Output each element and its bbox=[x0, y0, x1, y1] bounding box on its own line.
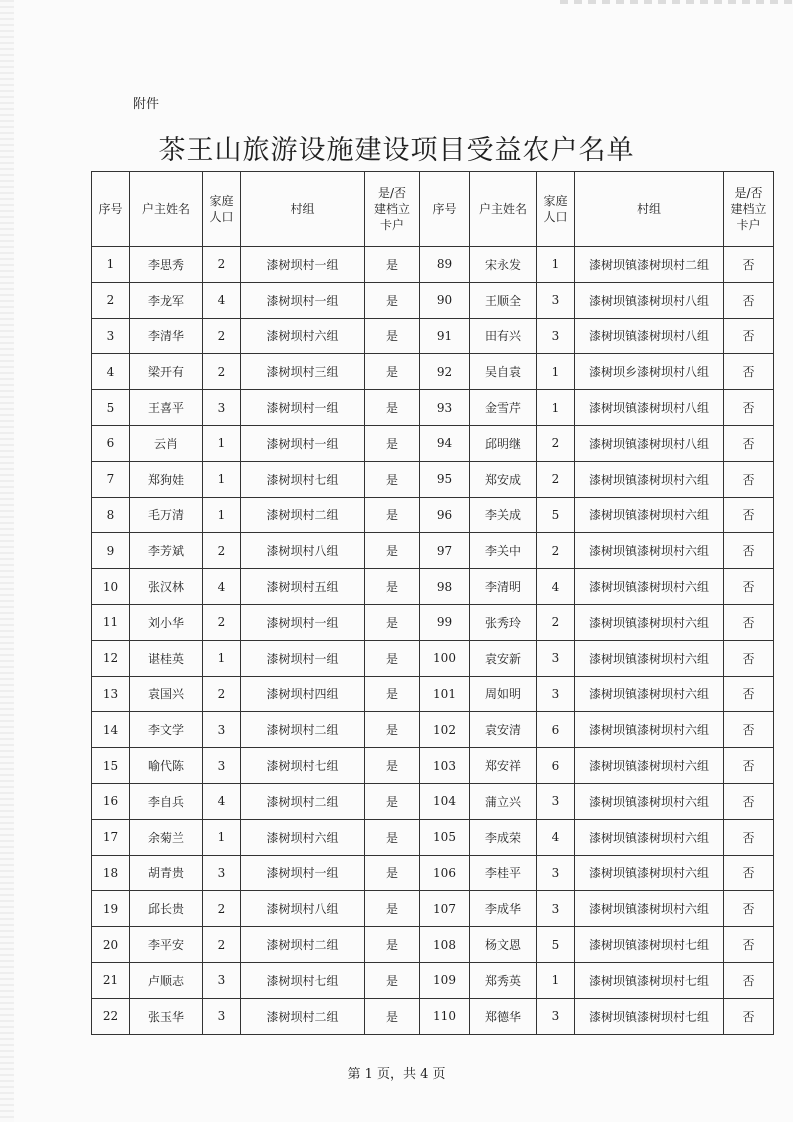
poverty-card-cell: 是 bbox=[365, 819, 420, 855]
seq-cell: 6 bbox=[92, 425, 130, 461]
name-cell: 胡青贵 bbox=[130, 855, 203, 891]
name-cell: 袁国兴 bbox=[130, 676, 203, 712]
header-name: 户主姓名 bbox=[470, 172, 537, 247]
seq-cell: 90 bbox=[420, 282, 470, 318]
village-cell: 漆树坝镇漆树坝村六组 bbox=[575, 461, 724, 497]
village-cell: 漆树坝村一组 bbox=[241, 425, 365, 461]
family-size-cell: 3 bbox=[203, 712, 241, 748]
table-row bbox=[92, 748, 774, 784]
header-name: 户主姓名 bbox=[130, 172, 203, 247]
poverty-card-cell: 否 bbox=[724, 927, 774, 963]
village-cell: 漆树坝村一组 bbox=[241, 604, 365, 640]
family-size-cell: 2 bbox=[203, 891, 241, 927]
poverty-card-cell: 否 bbox=[724, 461, 774, 497]
family-size-cell: 3 bbox=[537, 998, 575, 1034]
seq-cell: 3 bbox=[92, 318, 130, 354]
name-cell: 吴自袁 bbox=[470, 354, 537, 390]
seq-cell: 22 bbox=[92, 998, 130, 1034]
name-cell: 李关中 bbox=[470, 533, 537, 569]
seq-cell: 12 bbox=[92, 640, 130, 676]
seq-cell: 18 bbox=[92, 855, 130, 891]
poverty-card-cell: 是 bbox=[365, 998, 420, 1034]
village-cell: 漆树坝镇漆树坝村六组 bbox=[575, 676, 724, 712]
name-cell: 袁安清 bbox=[470, 712, 537, 748]
family-size-cell: 1 bbox=[537, 962, 575, 998]
family-size-cell: 2 bbox=[203, 604, 241, 640]
header-family: 家庭 人口 bbox=[537, 172, 575, 247]
seq-cell: 96 bbox=[420, 497, 470, 533]
poverty-card-cell: 是 bbox=[365, 461, 420, 497]
beneficiary-table bbox=[91, 171, 774, 1035]
table-row bbox=[92, 533, 774, 569]
table-row bbox=[92, 676, 774, 712]
poverty-card-cell: 是 bbox=[365, 569, 420, 605]
family-size-cell: 3 bbox=[203, 748, 241, 784]
name-cell: 李成荣 bbox=[470, 819, 537, 855]
name-cell: 李清明 bbox=[470, 569, 537, 605]
table-row bbox=[92, 247, 774, 283]
family-size-cell: 3 bbox=[537, 783, 575, 819]
poverty-card-cell: 是 bbox=[365, 604, 420, 640]
village-cell: 漆树坝村一组 bbox=[241, 247, 365, 283]
seq-cell: 13 bbox=[92, 676, 130, 712]
name-cell: 邱明继 bbox=[470, 425, 537, 461]
family-size-cell: 3 bbox=[537, 282, 575, 318]
seq-cell: 4 bbox=[92, 354, 130, 390]
village-cell: 漆树坝村六组 bbox=[241, 819, 365, 855]
name-cell: 喻代陈 bbox=[130, 748, 203, 784]
name-cell: 郑安成 bbox=[470, 461, 537, 497]
village-cell: 漆树坝镇漆树坝村八组 bbox=[575, 425, 724, 461]
village-cell: 漆树坝镇漆树坝村六组 bbox=[575, 569, 724, 605]
poverty-card-cell: 否 bbox=[724, 962, 774, 998]
family-size-cell: 4 bbox=[203, 282, 241, 318]
seq-cell: 100 bbox=[420, 640, 470, 676]
name-cell: 李桂平 bbox=[470, 855, 537, 891]
village-cell: 漆树坝村一组 bbox=[241, 282, 365, 318]
name-cell: 郑德华 bbox=[470, 998, 537, 1034]
poverty-card-cell: 是 bbox=[365, 497, 420, 533]
poverty-card-cell: 是 bbox=[365, 783, 420, 819]
name-cell: 张秀玲 bbox=[470, 604, 537, 640]
village-cell: 漆树坝镇漆树坝村七组 bbox=[575, 962, 724, 998]
poverty-card-cell: 否 bbox=[724, 998, 774, 1034]
name-cell: 李自兵 bbox=[130, 783, 203, 819]
family-size-cell: 6 bbox=[537, 748, 575, 784]
family-size-cell: 1 bbox=[203, 819, 241, 855]
family-size-cell: 3 bbox=[203, 855, 241, 891]
poverty-card-cell: 是 bbox=[365, 676, 420, 712]
name-cell: 田有兴 bbox=[470, 318, 537, 354]
table-row bbox=[92, 390, 774, 426]
village-cell: 漆树坝镇漆树坝村六组 bbox=[575, 497, 724, 533]
poverty-card-cell: 否 bbox=[724, 282, 774, 318]
family-size-cell: 3 bbox=[537, 676, 575, 712]
poverty-card-cell: 是 bbox=[365, 748, 420, 784]
name-cell: 王喜平 bbox=[130, 390, 203, 426]
seq-cell: 21 bbox=[92, 962, 130, 998]
seq-cell: 106 bbox=[420, 855, 470, 891]
seq-cell: 17 bbox=[92, 819, 130, 855]
poverty-card-cell: 是 bbox=[365, 282, 420, 318]
family-size-cell: 3 bbox=[537, 318, 575, 354]
seq-cell: 94 bbox=[420, 425, 470, 461]
seq-cell: 104 bbox=[420, 783, 470, 819]
seq-cell: 103 bbox=[420, 748, 470, 784]
table-body bbox=[92, 247, 774, 1035]
seq-cell: 110 bbox=[420, 998, 470, 1034]
poverty-card-cell: 是 bbox=[365, 927, 420, 963]
seq-cell: 14 bbox=[92, 712, 130, 748]
seq-cell: 102 bbox=[420, 712, 470, 748]
village-cell: 漆树坝镇漆树坝村六组 bbox=[575, 891, 724, 927]
village-cell: 漆树坝乡漆树坝村八组 bbox=[575, 354, 724, 390]
family-size-cell: 5 bbox=[537, 497, 575, 533]
name-cell: 张玉华 bbox=[130, 998, 203, 1034]
table-row bbox=[92, 569, 774, 605]
table-row bbox=[92, 318, 774, 354]
poverty-card-cell: 是 bbox=[365, 318, 420, 354]
poverty-card-cell: 否 bbox=[724, 425, 774, 461]
seq-cell: 95 bbox=[420, 461, 470, 497]
seq-cell: 9 bbox=[92, 533, 130, 569]
village-cell: 漆树坝村五组 bbox=[241, 569, 365, 605]
poverty-card-cell: 是 bbox=[365, 425, 420, 461]
poverty-card-cell: 是 bbox=[365, 712, 420, 748]
name-cell: 郑狗娃 bbox=[130, 461, 203, 497]
attachment-label: 附件 bbox=[133, 97, 160, 112]
family-size-cell: 1 bbox=[537, 247, 575, 283]
name-cell: 李关成 bbox=[470, 497, 537, 533]
name-cell: 宋永发 bbox=[470, 247, 537, 283]
village-cell: 漆树坝村三组 bbox=[241, 354, 365, 390]
name-cell: 金雪芹 bbox=[470, 390, 537, 426]
family-size-cell: 2 bbox=[537, 533, 575, 569]
seq-cell: 16 bbox=[92, 783, 130, 819]
village-cell: 漆树坝村六组 bbox=[241, 318, 365, 354]
seq-cell: 105 bbox=[420, 819, 470, 855]
village-cell: 漆树坝村二组 bbox=[241, 998, 365, 1034]
name-cell: 李文学 bbox=[130, 712, 203, 748]
family-size-cell: 1 bbox=[537, 354, 575, 390]
village-cell: 漆树坝镇漆树坝村六组 bbox=[575, 604, 724, 640]
family-size-cell: 3 bbox=[537, 891, 575, 927]
table-row bbox=[92, 461, 774, 497]
seq-cell: 1 bbox=[92, 247, 130, 283]
seq-cell: 91 bbox=[420, 318, 470, 354]
scan-edge-artifact bbox=[0, 0, 14, 1122]
poverty-card-cell: 否 bbox=[724, 247, 774, 283]
poverty-card-cell: 是 bbox=[365, 354, 420, 390]
seq-cell: 11 bbox=[92, 604, 130, 640]
seq-cell: 8 bbox=[92, 497, 130, 533]
table-row bbox=[92, 712, 774, 748]
name-cell: 李成华 bbox=[470, 891, 537, 927]
seq-cell: 5 bbox=[92, 390, 130, 426]
scan-top-artifact bbox=[560, 0, 793, 4]
seq-cell: 93 bbox=[420, 390, 470, 426]
family-size-cell: 4 bbox=[203, 783, 241, 819]
name-cell: 郑安祥 bbox=[470, 748, 537, 784]
table-row bbox=[92, 354, 774, 390]
table-row bbox=[92, 819, 774, 855]
seq-cell: 19 bbox=[92, 891, 130, 927]
poverty-card-cell: 否 bbox=[724, 533, 774, 569]
village-cell: 漆树坝村四组 bbox=[241, 676, 365, 712]
table-row bbox=[92, 783, 774, 819]
poverty-card-cell: 是 bbox=[365, 533, 420, 569]
table-row bbox=[92, 640, 774, 676]
name-cell: 李清华 bbox=[130, 318, 203, 354]
poverty-card-cell: 否 bbox=[724, 712, 774, 748]
name-cell: 梁开有 bbox=[130, 354, 203, 390]
family-size-cell: 1 bbox=[203, 497, 241, 533]
seq-cell: 7 bbox=[92, 461, 130, 497]
header-seq: 序号 bbox=[92, 172, 130, 247]
village-cell: 漆树坝村一组 bbox=[241, 640, 365, 676]
family-size-cell: 1 bbox=[203, 640, 241, 676]
name-cell: 蒲立兴 bbox=[470, 783, 537, 819]
seq-cell: 109 bbox=[420, 962, 470, 998]
poverty-card-cell: 是 bbox=[365, 390, 420, 426]
seq-cell: 10 bbox=[92, 569, 130, 605]
village-cell: 漆树坝镇漆树坝村八组 bbox=[575, 282, 724, 318]
family-size-cell: 2 bbox=[203, 927, 241, 963]
seq-cell: 98 bbox=[420, 569, 470, 605]
village-cell: 漆树坝村二组 bbox=[241, 497, 365, 533]
village-cell: 漆树坝镇漆树坝村八组 bbox=[575, 318, 724, 354]
poverty-card-cell: 否 bbox=[724, 640, 774, 676]
name-cell: 邱长贵 bbox=[130, 891, 203, 927]
village-cell: 漆树坝镇漆树坝村六组 bbox=[575, 783, 724, 819]
village-cell: 漆树坝村二组 bbox=[241, 927, 365, 963]
village-cell: 漆树坝村一组 bbox=[241, 390, 365, 426]
village-cell: 漆树坝村一组 bbox=[241, 855, 365, 891]
name-cell: 余菊兰 bbox=[130, 819, 203, 855]
table-row bbox=[92, 962, 774, 998]
family-size-cell: 4 bbox=[203, 569, 241, 605]
village-cell: 漆树坝村七组 bbox=[241, 748, 365, 784]
table-row bbox=[92, 998, 774, 1034]
village-cell: 漆树坝镇漆树坝村八组 bbox=[575, 390, 724, 426]
name-cell: 卢顺志 bbox=[130, 962, 203, 998]
header-seq: 序号 bbox=[420, 172, 470, 247]
seq-cell: 97 bbox=[420, 533, 470, 569]
village-cell: 漆树坝村七组 bbox=[241, 461, 365, 497]
poverty-card-cell: 是 bbox=[365, 891, 420, 927]
poverty-card-cell: 否 bbox=[724, 604, 774, 640]
family-size-cell: 2 bbox=[203, 676, 241, 712]
family-size-cell: 2 bbox=[203, 354, 241, 390]
village-cell: 漆树坝镇漆树坝村七组 bbox=[575, 998, 724, 1034]
village-cell: 漆树坝村八组 bbox=[241, 891, 365, 927]
village-cell: 漆树坝镇漆树坝村六组 bbox=[575, 640, 724, 676]
name-cell: 张汉林 bbox=[130, 569, 203, 605]
family-size-cell: 2 bbox=[537, 604, 575, 640]
poverty-card-cell: 否 bbox=[724, 318, 774, 354]
header-village: 村组 bbox=[575, 172, 724, 247]
table-row bbox=[92, 855, 774, 891]
table-row bbox=[92, 891, 774, 927]
name-cell: 李芳斌 bbox=[130, 533, 203, 569]
village-cell: 漆树坝镇漆树坝村六组 bbox=[575, 712, 724, 748]
village-cell: 漆树坝镇漆树坝村六组 bbox=[575, 748, 724, 784]
poverty-card-cell: 否 bbox=[724, 748, 774, 784]
village-cell: 漆树坝村八组 bbox=[241, 533, 365, 569]
seq-cell: 99 bbox=[420, 604, 470, 640]
village-cell: 漆树坝镇漆树坝村六组 bbox=[575, 533, 724, 569]
village-cell: 漆树坝镇漆树坝村二组 bbox=[575, 247, 724, 283]
seq-cell: 108 bbox=[420, 927, 470, 963]
family-size-cell: 5 bbox=[537, 927, 575, 963]
family-size-cell: 1 bbox=[537, 390, 575, 426]
family-size-cell: 3 bbox=[537, 640, 575, 676]
poverty-card-cell: 是 bbox=[365, 855, 420, 891]
village-cell: 漆树坝镇漆树坝村六组 bbox=[575, 855, 724, 891]
poverty-card-cell: 否 bbox=[724, 819, 774, 855]
family-size-cell: 4 bbox=[537, 819, 575, 855]
poverty-card-cell: 否 bbox=[724, 855, 774, 891]
name-cell: 周如明 bbox=[470, 676, 537, 712]
header-village: 村组 bbox=[241, 172, 365, 247]
family-size-cell: 2 bbox=[203, 533, 241, 569]
poverty-card-cell: 是 bbox=[365, 962, 420, 998]
seq-cell: 2 bbox=[92, 282, 130, 318]
seq-cell: 92 bbox=[420, 354, 470, 390]
village-cell: 漆树坝镇漆树坝村七组 bbox=[575, 927, 724, 963]
table-row bbox=[92, 425, 774, 461]
name-cell: 刘小华 bbox=[130, 604, 203, 640]
family-size-cell: 2 bbox=[537, 425, 575, 461]
village-cell: 漆树坝村七组 bbox=[241, 962, 365, 998]
page-footer: 第 1 页，共 4 页 bbox=[347, 1067, 446, 1082]
seq-cell: 89 bbox=[420, 247, 470, 283]
family-size-cell: 4 bbox=[537, 569, 575, 605]
table-row bbox=[92, 282, 774, 318]
name-cell: 李思秀 bbox=[130, 247, 203, 283]
poverty-card-cell: 否 bbox=[724, 569, 774, 605]
poverty-card-cell: 是 bbox=[365, 247, 420, 283]
page-title: 茶王山旅游设施建设项目受益农户名单 bbox=[158, 135, 635, 166]
name-cell: 谌桂英 bbox=[130, 640, 203, 676]
name-cell: 郑秀英 bbox=[470, 962, 537, 998]
table-row bbox=[92, 604, 774, 640]
table-header-row bbox=[92, 172, 774, 247]
poverty-card-cell: 否 bbox=[724, 354, 774, 390]
poverty-card-cell: 是 bbox=[365, 640, 420, 676]
family-size-cell: 3 bbox=[203, 998, 241, 1034]
name-cell: 李平安 bbox=[130, 927, 203, 963]
name-cell: 毛万清 bbox=[130, 497, 203, 533]
header-card: 是/否 建档立 卡户 bbox=[724, 172, 774, 247]
seq-cell: 101 bbox=[420, 676, 470, 712]
poverty-card-cell: 否 bbox=[724, 390, 774, 426]
name-cell: 云肖 bbox=[130, 425, 203, 461]
village-cell: 漆树坝村二组 bbox=[241, 712, 365, 748]
poverty-card-cell: 否 bbox=[724, 783, 774, 819]
family-size-cell: 3 bbox=[203, 962, 241, 998]
seq-cell: 20 bbox=[92, 927, 130, 963]
family-size-cell: 2 bbox=[537, 461, 575, 497]
seq-cell: 15 bbox=[92, 748, 130, 784]
poverty-card-cell: 否 bbox=[724, 676, 774, 712]
name-cell: 袁安新 bbox=[470, 640, 537, 676]
family-size-cell: 2 bbox=[203, 318, 241, 354]
poverty-card-cell: 否 bbox=[724, 891, 774, 927]
table-row bbox=[92, 927, 774, 963]
header-family: 家庭 人口 bbox=[203, 172, 241, 247]
name-cell: 王顺全 bbox=[470, 282, 537, 318]
village-cell: 漆树坝镇漆树坝村六组 bbox=[575, 819, 724, 855]
family-size-cell: 1 bbox=[203, 461, 241, 497]
family-size-cell: 2 bbox=[203, 247, 241, 283]
name-cell: 李龙军 bbox=[130, 282, 203, 318]
poverty-card-cell: 否 bbox=[724, 497, 774, 533]
family-size-cell: 6 bbox=[537, 712, 575, 748]
family-size-cell: 1 bbox=[203, 425, 241, 461]
header-card: 是/否 建档立 卡户 bbox=[365, 172, 420, 247]
family-size-cell: 3 bbox=[203, 390, 241, 426]
village-cell: 漆树坝村二组 bbox=[241, 783, 365, 819]
table-row bbox=[92, 497, 774, 533]
name-cell: 杨文恩 bbox=[470, 927, 537, 963]
seq-cell: 107 bbox=[420, 891, 470, 927]
family-size-cell: 3 bbox=[537, 855, 575, 891]
